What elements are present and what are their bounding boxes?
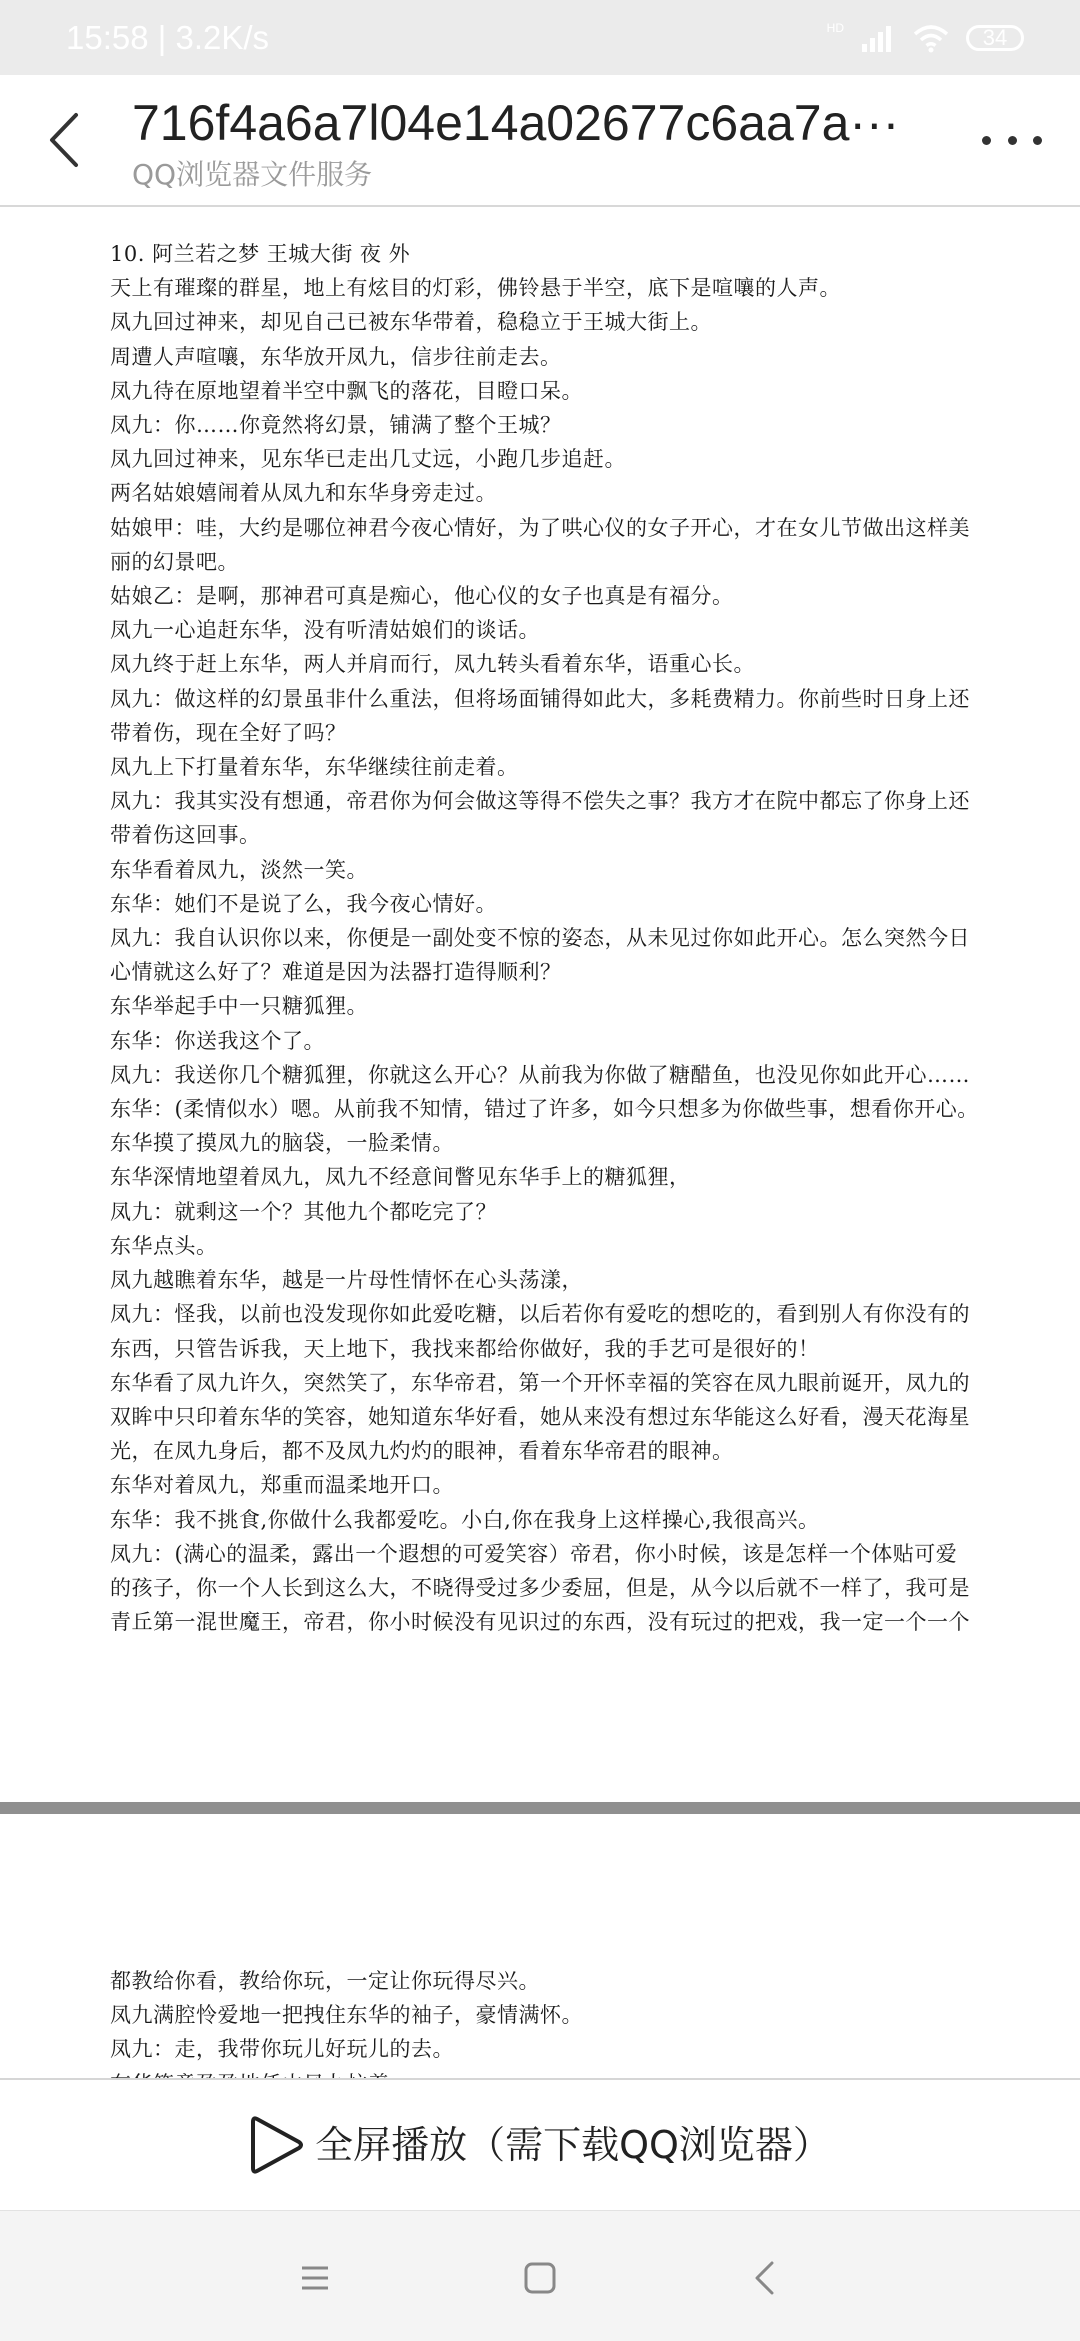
wifi-icon: [912, 23, 950, 53]
document-line: 带着伤这回事。: [110, 823, 261, 848]
document-line: 的孩子，你一个人长到这么大，不晓得受过多少委屈，但是，从今以后就不一样了，我可是: [110, 1575, 970, 1600]
document-page-1[interactable]: [0, 207, 1080, 1805]
document-line: 天上有璀璨的群星，地上有炫目的灯彩，佛铃悬于半空，底下是喧嚷的人声。: [110, 276, 841, 301]
menu-icon[interactable]: [290, 2253, 340, 2303]
document-line: 凤九：我送你几个糖狐狸，你就这么开心？从前我为你做了糖醋鱼，也没见你如此开心……: [110, 1062, 970, 1087]
document-line: 凤九回过神来，却见自己已被东华带着，稳稳立于王城大街上。: [110, 310, 712, 335]
document-line: 东华：你送我这个了。: [110, 1028, 325, 1053]
dot: [1033, 136, 1042, 145]
document-line: 两名姑娘嬉闹着从凤九和东华身旁走过。: [110, 481, 497, 506]
play-icon: [249, 2113, 305, 2177]
document-line: 凤九：你……你竟然将幻景，铺满了整个王城？: [110, 413, 562, 438]
document-line: 周遭人声喧嚷，东华放开凤九，信步往前走去。: [110, 344, 562, 369]
fullscreen-play-bar[interactable]: [0, 2078, 1080, 2210]
status-time: 15:58 | 3.2K/s: [66, 19, 270, 56]
dot: [1008, 136, 1017, 145]
document-line: 东华点头。: [110, 1233, 218, 1258]
document-line: 光，在凤九身后，都不及凤九灼灼的眼神，看着东华帝君的眼神。: [110, 1439, 734, 1464]
fullscreen-play-label: 全屏播放（需下载QQ浏览器）: [315, 2123, 831, 2167]
document-line: 双眸中只印着东华的笑容，她知道东华好看，她从来没有想过东华能这么好看，漫天花海星: [110, 1404, 970, 1429]
document-text: [110, 237, 1010, 1639]
document-line: 凤九：做这样的幻景虽非什么重法，但将场面铺得如此大，多耗费精力。你前些时日身上还: [110, 686, 970, 711]
document-line: 凤九回过神来，见东华已走出几丈远，小跑几步追赶。: [110, 447, 626, 472]
fullscreen-play-button[interactable]: [249, 2113, 831, 2177]
document-page-2[interactable]: [0, 1814, 1080, 2079]
signal-icon: [860, 24, 896, 52]
document-line: 东华举起手中一只糖狐狸。: [110, 994, 368, 1019]
document-line: 10. 阿兰若之梦 王城大街 夜 外: [110, 242, 411, 266]
page-divider: [0, 1802, 1080, 1814]
document-line: 东华看了凤九许久，突然笑了，东华帝君，第一个开怀幸福的笑容在凤九眼前诞开，凤九的: [110, 1370, 970, 1395]
dot: [982, 136, 991, 145]
status-icons: [827, 18, 1024, 58]
document-line: 东华摸了摸凤九的脑袋，一脸柔情。: [110, 1131, 454, 1156]
file-service-subtitle: QQ浏览器文件服务: [132, 158, 373, 191]
document-line: 青丘第一混世魔王，帝君，你小时候没有见识过的东西，没有玩过的把戏，我一定一个一个: [110, 1610, 970, 1635]
document-line: 东华看着凤九，淡然一笑。: [110, 857, 368, 882]
document-line: 东华：我不挑食,你做什么我都爱吃。小白,你在我身上这样操心,我很高兴。: [110, 1507, 820, 1532]
document-line: 东华深情地望着凤九，凤九不经意间瞥见东华手上的糖狐狸，: [110, 1165, 691, 1190]
network-label: HD: [826, 21, 844, 35]
document-line: 凤九：怪我，以前也没发现你如此爱吃糖，以后若你有爱吃的想吃的，看到别人有你没有的: [110, 1302, 970, 1327]
app-header: [0, 75, 1080, 207]
document-line: 都教给你看，教给你玩，一定让你玩得尽兴。: [110, 1969, 540, 1993]
back-triangle-icon[interactable]: [740, 2253, 790, 2303]
document-line: 凤九待在原地望着半空中飘飞的落花，目瞪口呆。: [110, 378, 583, 403]
document-line: 凤九一心追赶东华，没有听清姑娘们的谈话。: [110, 618, 540, 643]
document-line: 姑娘乙：是啊，那神君可真是痴心，他心仪的女子也真是有福分。: [110, 584, 734, 609]
document-line: 丽的幻景吧。: [110, 549, 239, 574]
file-title: 716f4a6a7l04e14a02677c6aa7a···: [132, 95, 900, 151]
document-line: 东华对着凤九，郑重而温柔地开口。: [110, 1473, 454, 1498]
document-line: 心情就这么好了？难道是因为法器打造得顺利？: [110, 960, 562, 985]
document-line: 姑娘甲：哇，大约是哪位神君今夜心情好，为了哄心仪的女子开心，才在女儿节做出这样美: [110, 515, 970, 540]
battery-icon: 34: [966, 25, 1024, 51]
document-line: 凤九上下打量着东华，东华继续往前走着。: [110, 755, 519, 780]
document-line: 东华：她们不是说了么，我今夜心情好。: [110, 891, 497, 916]
document-line: 凤九越瞧着东华，越是一片母性情怀在心头荡漾，: [110, 1268, 583, 1293]
document-line: 凤九终于赶上东华，两人并肩而行，凤九转头看着东华，语重心长。: [110, 652, 755, 677]
document-line: 凤九：走，我带你玩儿好玩儿的去。: [110, 2037, 454, 2062]
status-bar: [0, 0, 1080, 75]
document-line: 东华：(柔情似水）嗯。从前我不知情，错过了许多，如今只想多为你做些事，想看你开心。: [110, 1097, 979, 1122]
more-dots-icon[interactable]: [982, 125, 1042, 155]
document-line: 凤九：我其实没有想通，帝君你为何会做这等得不偿失之事？我方才在院中都忘了你身上还: [110, 789, 970, 814]
document-line: 凤九满腔怜爱地一把拽住东华的袖子，豪情满怀。: [110, 2003, 583, 2028]
document-line: 凤九：(满心的温柔，露出一个遐想的可爱笑容）帝君，你小时候，该是怎样一个体贴可爱: [110, 1541, 958, 1566]
document-line: 凤九：就剩这一个？其他九个都吃完了？: [110, 1199, 497, 1224]
document-line: 凤九：我自认识你以来，你便是一副处变不惊的姿态，从未见过你如此开心。怎么突然今日: [110, 926, 970, 951]
home-square-icon[interactable]: [515, 2253, 565, 2303]
document-line: 带着伤，现在全好了吗？: [110, 720, 347, 745]
system-nav-bar: [0, 2210, 1080, 2341]
document-line: 东西，只管告诉我，天上地下，我找来都给你做好，我的手艺可是很好的！: [110, 1336, 820, 1361]
chevron-left-icon[interactable]: [40, 105, 90, 175]
